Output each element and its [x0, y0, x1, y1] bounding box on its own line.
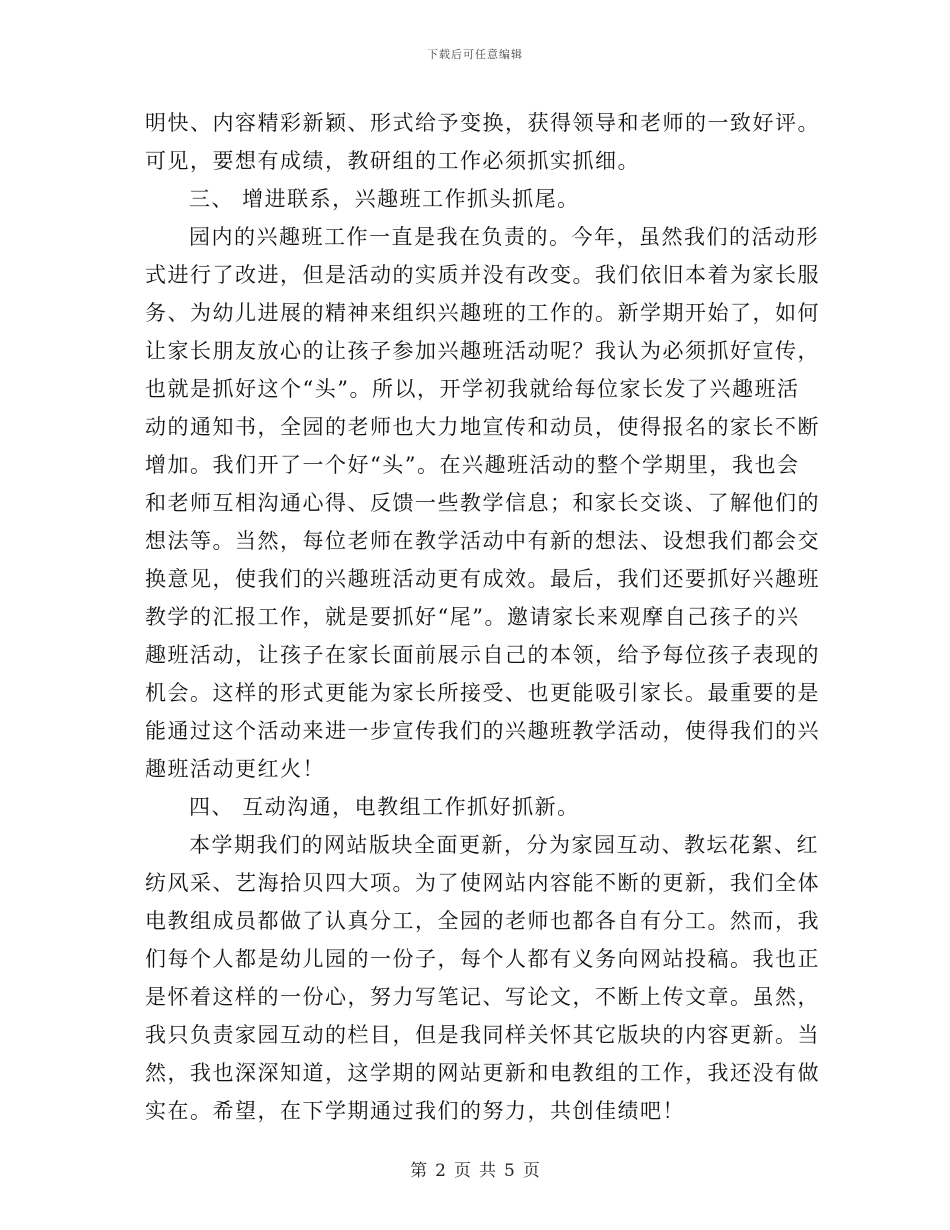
text-line: 式进行了改进，但是活动的实质并没有改变。我们依旧本着为家长服: [145, 263, 820, 287]
page-label-prefix: 第: [410, 1161, 428, 1181]
text-line: 机会。这样的形式更能为家长所接受、也更能吸引家长。最重要的是: [145, 681, 820, 705]
text-line: 动的通知书，全园的老师也大力地宣传和动员，使得报名的家长不断: [145, 415, 820, 439]
text-line: 我只负责家园互动的栏目，但是我同样关怀其它版块的内容更新。当: [145, 1023, 820, 1047]
total-pages-number: 5: [504, 1161, 515, 1181]
text-line: 趣班活动，让孩子在家长面前展示自己的本领，给予每位孩子表现的: [145, 643, 820, 667]
document-body: [145, 104, 820, 1130]
text-line: 让家长朋友放心的让孩子参加兴趣班活动呢？我认为必须抓好宣传，: [145, 339, 820, 363]
current-page-number: 2: [435, 1161, 446, 1181]
text-line: 教学的汇报工作，就是要抓好“尾”。邀请家长来观摩自己孩子的兴: [145, 605, 800, 629]
total-label-prefix: 共: [479, 1161, 496, 1181]
text-line: 换意见，使我们的兴趣班活动更有成效。最后，我们还要抓好兴趣班: [145, 567, 820, 591]
text-line: 们每个人都是幼儿园的一份子，每个人都有义务向网站投稿。我也正: [145, 947, 820, 971]
text-line: 明快、内容精彩新颖、形式给予变换，获得领导和老师的一致好评。: [145, 111, 820, 135]
page-header: 下载后可任意编辑: [427, 48, 523, 61]
text-line: 务、为幼儿进展的精神来组织兴趣班的工作的。新学期开始了，如何: [145, 301, 820, 325]
text-line: 然，我也深深知道，这学期的网站更新和电教组的工作，我还没有做: [145, 1061, 820, 1085]
text-line: 实在。希望，在下学期通过我们的努力，共创佳绩吧！: [145, 1099, 685, 1123]
total-label-suffix: 页: [522, 1161, 540, 1181]
text-line: 和老师互相沟通心得、反馈一些教学信息；和家长交谈、了解他们的: [145, 491, 820, 515]
text-line: 增加。我们开了一个好“头”。在兴趣班活动的整个学期里，我也会: [145, 453, 800, 477]
text-line: 想法等。当然，每位老师在教学活动中有新的想法、设想我们都会交: [145, 529, 820, 553]
text-line: 也就是抓好这个“头”。所以，开学初我就给每位家长发了兴趣班活: [145, 377, 800, 401]
text-line: 本学期我们的网站版块全面更新，分为家园互动、教坛花絮、红: [189, 833, 819, 857]
text-line: 能通过这个活动来进一步宣传我们的兴趣班教学活动，使得我们的兴: [145, 719, 820, 743]
text-line: 是怀着这样的一份心，努力写笔记、写论文，不断上传文章。虽然，: [145, 985, 820, 1009]
section-heading: 三、 增进联系，兴趣班工作抓头抓尾。: [189, 187, 580, 211]
page-label-mid: 页: [454, 1161, 471, 1181]
text-line: 纺风采、艺海拾贝四大项。为了使网站内容能不断的更新，我们全体: [145, 871, 820, 895]
text-line: 电教组成员都做了认真分工，全园的老师也都各自有分工。然而，我: [145, 909, 820, 933]
section-heading: 四、 互动沟通，电教组工作抓好抓新。: [189, 795, 580, 819]
page-footer: [0, 1156, 950, 1181]
text-line: 可见，要想有成绩，教研组的工作必须抓实抓细。: [145, 149, 640, 173]
text-line: 园内的兴趣班工作一直是我在负责的。今年，虽然我们的活动形: [189, 225, 819, 249]
text-line: 趣班活动更红火！: [145, 757, 325, 781]
